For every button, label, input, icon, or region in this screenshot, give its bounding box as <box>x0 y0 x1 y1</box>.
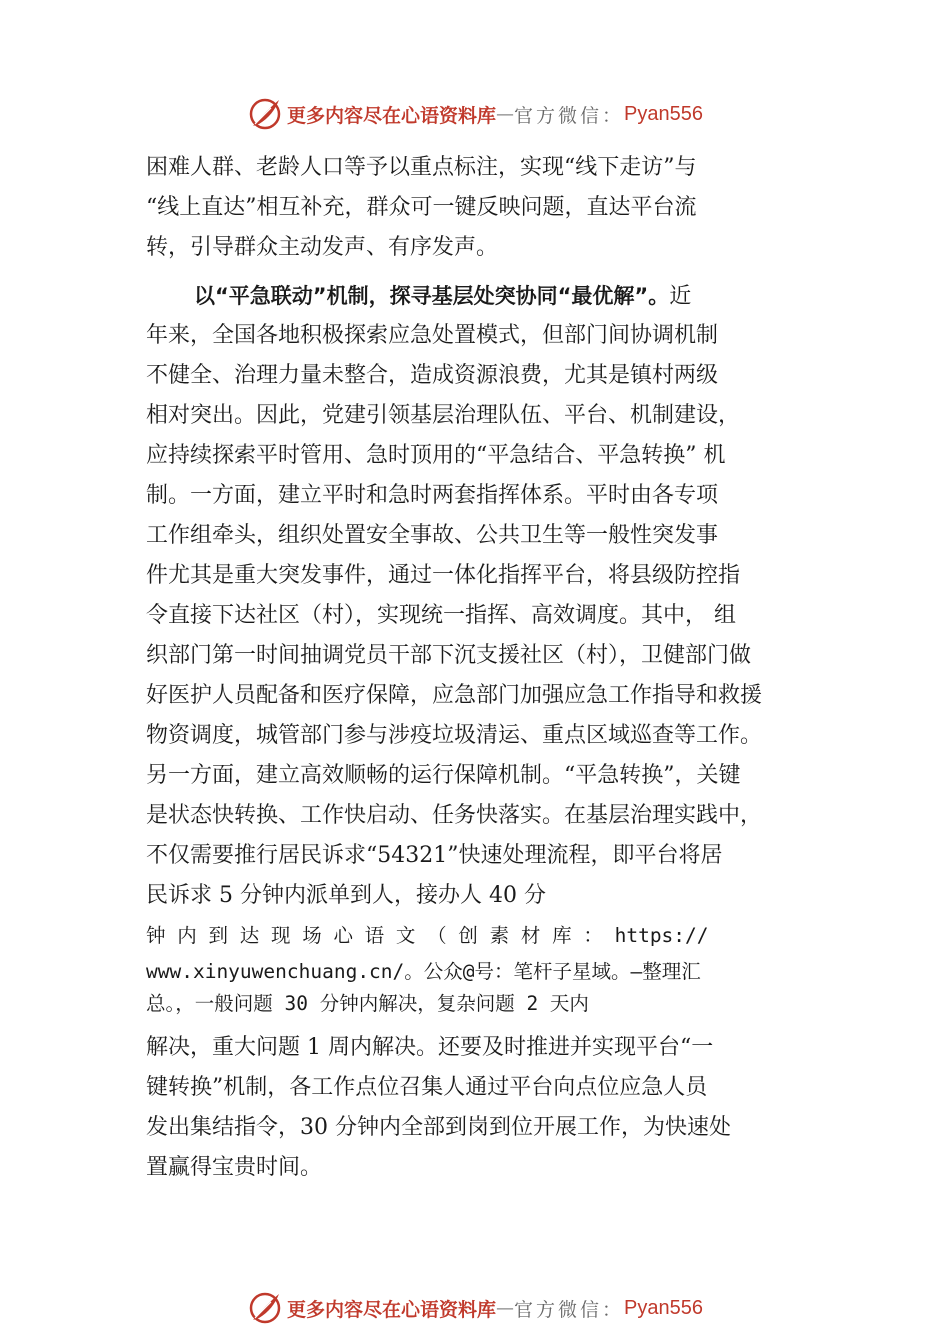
text-line: 好医护人员配备和医疗保障，应急部门加强应急工作指导和救援 <box>146 683 763 708</box>
text-line: 转，引导群众主动发声、有序发声。 <box>146 235 499 260</box>
text-line: 置赢得宝贵时间。 <box>146 1155 323 1180</box>
text-line: 总。，一般问题 30 分钟内解决，复杂问题 2 天内 <box>146 992 589 1015</box>
paragraph-1 <box>146 148 840 268</box>
text-line: 织部门第一时间抽调党员干部下沉支援社区（村），卫健部门做 <box>146 643 752 668</box>
footer-banner-text: 更多内容尽在心语资料库 <box>287 1298 497 1321</box>
text-line: 发出集结指令，30 分钟内全部到岗到位开展工作，为快速处 <box>146 1115 731 1140</box>
text-line: 民诉求 5 分钟内派单到人，接办人 40 分 <box>146 883 546 908</box>
paragraph-heading-line <box>146 276 840 316</box>
text-line: 相对突出。因此，党建引领基层治理队伍、平台、机制建设， <box>146 403 741 428</box>
header-banner-text: 更多内容尽在心语资料库 <box>287 104 497 127</box>
heading-tail: 近 <box>669 284 692 309</box>
text-line: 钟 内 到 达 现 场 心 语 文 （ 创 素 材 库 ： https:// <box>146 924 709 947</box>
text-line: 解决，重大问题 1 周内解决。还要及时推进并实现平台“一 <box>146 1035 714 1060</box>
source-url-block <box>146 916 840 1020</box>
text-line: 另一方面，建立高效顺畅的运行保障机制。“平急转换”，关键 <box>146 763 741 788</box>
footer-wechat-label: 官方微信： <box>514 1298 625 1321</box>
paragraph-3 <box>146 1028 840 1188</box>
footer-banner-separator: — <box>496 1297 515 1319</box>
header-wechat-id: Pyan556 <box>624 102 703 125</box>
header-wechat-label: 官方微信： <box>514 104 625 127</box>
text-line: 工作组牵头，组织处置安全事故、公共卫生等一般性突发事 <box>146 523 719 548</box>
footer-banner <box>0 1288 950 1328</box>
text-line: 制。一方面，建立平时和急时两套指挥体系。平时由各专项 <box>146 483 719 508</box>
text-line: 年来，全国各地积极探索应急处置模式，但部门间协调机制 <box>146 323 719 348</box>
document-body <box>146 148 840 1188</box>
source-url-line: www.xinyuwenchuang.cn/。公众@号：笔杆子星域。—整理汇 <box>146 960 701 983</box>
feather-pen-logo-icon <box>247 1290 283 1326</box>
text-line: 不仅需要推行居民诉求“54321”快速处理流程，即平台将居 <box>146 843 723 868</box>
text-line: 应持续探索平时管用、急时顶用的“平急结合、平急转换” 机 <box>146 443 726 468</box>
text-line: 令直接下达社区（村），实现统一指挥、高效调度。其中， 组 <box>146 603 736 628</box>
footer-wechat-id: Pyan556 <box>624 1296 703 1319</box>
paragraph-2 <box>146 276 840 916</box>
header-banner <box>0 94 950 134</box>
text-line: 件尤其是重大突发事件，通过一体化指挥平台，将县级防控指 <box>146 563 741 588</box>
text-line: “线上直达”相互补充，群众可一键反映问题，直达平台流 <box>146 195 697 220</box>
text-line: 键转换”机制，各工作点位召集人通过平台向点位应急人员 <box>146 1075 708 1100</box>
paragraph-heading: 以“平急联动”机制，探寻基层处突协同“最优解”。 <box>194 284 670 308</box>
header-banner-separator: — <box>496 103 515 125</box>
text-line: 不健全、治理力量未整合，造成资源浪费，尤其是镇村两级 <box>146 363 719 388</box>
text-line: 物资调度，城管部门参与涉疫垃圾清运、重点区域巡查等工作。 <box>146 723 763 748</box>
text-line: 困难人群、老龄人口等予以重点标注，实现“线下走访”与 <box>146 155 697 180</box>
text-line: 是状态快转换、工作快启动、任务快落实。在基层治理实践中， <box>146 803 763 828</box>
feather-pen-logo-icon <box>247 96 283 132</box>
